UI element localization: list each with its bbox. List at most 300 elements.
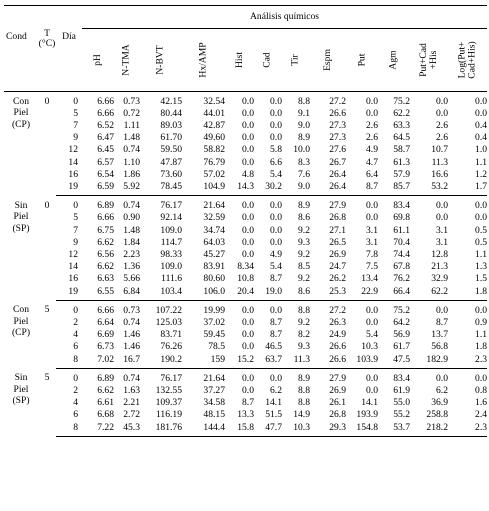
value-cell: 75.2 xyxy=(393,95,410,107)
value-cell: 8.7 xyxy=(242,397,254,409)
value-cell: 4.9 xyxy=(366,144,378,156)
value-cell: 0.0 xyxy=(366,316,378,328)
value-cell: 0.4 xyxy=(475,132,488,144)
value-cell: 109.0 xyxy=(160,224,182,236)
value-cell: 6.54 xyxy=(97,168,114,180)
value-cell: 144.4 xyxy=(182,422,225,437)
value-cell: 0.0 xyxy=(242,341,254,353)
value-cell: 1.84 xyxy=(123,236,140,248)
header-rotated-box xyxy=(120,31,134,89)
table-row xyxy=(4,132,487,144)
value-cell: 0.9 xyxy=(475,316,488,328)
header-label-line: pH xyxy=(91,53,103,66)
value-cell: 5.92 xyxy=(114,181,140,196)
cond-label-line: Sin xyxy=(14,372,28,384)
value-cell: 0.0 xyxy=(242,236,254,248)
value-cell: 0.0 xyxy=(242,156,254,168)
value-cell: 8.9 xyxy=(298,372,310,384)
value-cell: 8.5 xyxy=(298,261,310,273)
value-cell: 6.4 xyxy=(366,168,378,180)
dia-cell: 8 xyxy=(56,354,82,369)
value-cell: 6.73 xyxy=(97,341,114,353)
value-cell: 6.84 xyxy=(114,286,140,301)
value-cell: 4.9 xyxy=(270,248,282,260)
table-row xyxy=(4,354,487,369)
header-rotated-box xyxy=(289,31,303,89)
table-row xyxy=(4,212,487,224)
header-label-line: Cad+His) xyxy=(466,41,478,79)
value-cell: 8.8 xyxy=(298,397,310,409)
header-label-line: Cad xyxy=(262,52,273,68)
value-cell: 109.0 xyxy=(160,261,182,273)
cond-label-line: (SP) xyxy=(12,395,30,407)
value-cell: 0.0 xyxy=(436,212,448,224)
header-label-line: Hx/AMP xyxy=(197,42,209,78)
value-cell: 3.1 xyxy=(366,224,378,236)
value-cell: 21.64 xyxy=(203,372,225,384)
value-cell: 6.45 xyxy=(97,144,114,156)
header-col-cad xyxy=(254,29,282,92)
value-cell: 5.4 xyxy=(366,329,378,341)
header-rotated-box xyxy=(456,31,478,89)
table-row xyxy=(4,91,487,108)
value-cell: 0.0 xyxy=(242,304,254,316)
value-cell: 9.2 xyxy=(298,316,310,328)
header-rotated-label xyxy=(389,50,399,69)
value-cell: 92.14 xyxy=(160,212,182,224)
value-cell: 59.50 xyxy=(160,144,182,156)
value-cell: 0.0 xyxy=(242,200,254,212)
value-cell: 26.6 xyxy=(310,354,346,369)
value-cell: 8.6 xyxy=(298,212,310,224)
value-cell: 56.8 xyxy=(431,341,448,353)
value-cell: 11.3 xyxy=(282,354,310,369)
table-row xyxy=(4,286,487,301)
dia-cell: 8 xyxy=(56,422,82,437)
table-row xyxy=(4,397,487,409)
value-cell: 181.76 xyxy=(140,422,182,437)
value-cell: 0.0 xyxy=(436,372,448,384)
table-row xyxy=(4,249,487,261)
value-cell: 8.8 xyxy=(298,95,310,107)
value-cell: 24.9 xyxy=(329,329,346,341)
value-cell: 0.0 xyxy=(270,372,282,384)
header-rotated-label xyxy=(263,52,273,67)
value-cell: 0.0 xyxy=(366,212,378,224)
cond-label-line: (SP) xyxy=(12,222,30,234)
value-cell: 6.66 xyxy=(97,212,114,224)
value-cell: 0.8 xyxy=(475,384,488,396)
value-cell: 107.22 xyxy=(155,304,182,316)
value-cell: 5.66 xyxy=(123,273,140,285)
value-cell: 10.3 xyxy=(361,341,378,353)
header-col-hist xyxy=(225,29,254,92)
header-rotated-label xyxy=(419,43,439,77)
value-cell: 154.8 xyxy=(346,422,378,437)
value-cell: 1.5 xyxy=(475,273,488,285)
value-cell: 0.0 xyxy=(270,119,282,131)
dia-cell: 12 xyxy=(68,144,78,156)
value-cell: 3.1 xyxy=(436,224,448,236)
value-cell: 0.0 xyxy=(270,95,282,107)
value-cell: 49.60 xyxy=(203,132,225,144)
value-cell: 73.60 xyxy=(160,168,182,180)
value-cell: 8.7 xyxy=(270,273,282,285)
value-cell: 2.6 xyxy=(366,119,378,131)
header-rotated-box xyxy=(233,31,247,89)
value-cell: 6.2 xyxy=(270,384,282,396)
value-cell: 46.5 xyxy=(265,341,282,353)
value-cell: 59.45 xyxy=(203,329,225,341)
value-cell: 83.71 xyxy=(160,329,182,341)
value-cell: 20.4 xyxy=(225,286,254,301)
value-cell: 0.0 xyxy=(270,224,282,236)
value-cell: 15.2 xyxy=(225,354,254,369)
value-cell: 6.69 xyxy=(97,329,114,341)
value-cell: 36.9 xyxy=(431,397,448,409)
value-cell: 0.72 xyxy=(123,107,140,119)
value-cell: 6.57 xyxy=(97,156,114,168)
value-cell: 32.59 xyxy=(203,212,225,224)
value-cell: 8.8 xyxy=(298,384,310,396)
value-cell: 0.0 xyxy=(475,372,488,384)
value-cell: 0.0 xyxy=(366,384,378,396)
value-cell: 190.2 xyxy=(140,354,182,369)
value-cell: 10.0 xyxy=(293,144,310,156)
value-cell: 258.8 xyxy=(426,409,448,421)
value-cell: 61.7 xyxy=(393,341,410,353)
value-cell: 2.6 xyxy=(436,132,448,144)
table-row xyxy=(4,196,487,213)
value-cell: 6.6 xyxy=(270,156,282,168)
value-cell: 0.0 xyxy=(242,107,254,119)
value-cell: 1.48 xyxy=(123,132,140,144)
table-row xyxy=(4,422,487,437)
value-cell: 26.2 xyxy=(329,273,346,285)
value-cell: 193.9 xyxy=(356,409,378,421)
value-cell: 0.0 xyxy=(242,224,254,236)
value-cell: 9.3 xyxy=(298,236,310,248)
header-label-line: N-BVT xyxy=(155,45,166,75)
value-cell: 3.1 xyxy=(366,236,378,248)
header-col-log-put-cad-his- xyxy=(448,29,487,92)
value-cell: 22.9 xyxy=(346,286,378,301)
value-cell: 58.82 xyxy=(203,144,225,156)
header-col-n-tma xyxy=(114,29,140,92)
value-cell: 0.0 xyxy=(475,95,488,107)
dia-cell: 0 xyxy=(73,95,78,107)
value-cell: 80.60 xyxy=(203,273,225,285)
value-cell: 0.0 xyxy=(242,384,254,396)
value-cell: 6.2 xyxy=(436,384,448,396)
table-header xyxy=(4,6,487,92)
dia-cell: 19 xyxy=(56,181,82,196)
value-cell: 19.0 xyxy=(254,286,282,301)
value-cell: 7.8 xyxy=(366,248,378,260)
value-cell: 9.3 xyxy=(298,341,310,353)
value-cell: 26.5 xyxy=(329,236,346,248)
value-cell: 27.9 xyxy=(329,200,346,212)
value-cell: 8.8 xyxy=(298,304,310,316)
value-cell: 85.7 xyxy=(378,181,410,196)
value-cell: 0.0 xyxy=(242,119,254,131)
table-row xyxy=(4,300,487,317)
value-cell: 10.8 xyxy=(237,273,254,285)
header-rotated-label xyxy=(93,54,103,66)
value-cell: 7.5 xyxy=(366,261,378,273)
value-cell: 0.0 xyxy=(436,95,448,107)
value-cell: 1.1 xyxy=(475,329,488,341)
value-cell: 45.27 xyxy=(203,248,225,260)
header-rotated-label xyxy=(122,44,132,75)
value-cell: 2.6 xyxy=(366,132,378,144)
dia-cell: 5 xyxy=(73,212,78,224)
dia-cell: 19 xyxy=(56,286,82,301)
temp-cell: 0 xyxy=(44,199,50,211)
header-col-espm xyxy=(310,29,346,92)
value-cell: 61.70 xyxy=(160,132,182,144)
header-temp-unit: (°C) xyxy=(38,37,56,49)
value-cell: 63.3 xyxy=(393,119,410,131)
value-cell: 2.4 xyxy=(475,409,488,421)
value-cell: 83.4 xyxy=(393,200,410,212)
value-cell: 34.74 xyxy=(203,224,225,236)
value-cell: 103.9 xyxy=(346,354,378,369)
value-cell: 132.55 xyxy=(155,384,182,396)
value-cell: 76.17 xyxy=(160,200,182,212)
value-cell: 0.0 xyxy=(475,212,488,224)
header-rotated-label xyxy=(199,42,209,77)
header-rotated-box xyxy=(197,31,211,89)
header-col-put-cad-his xyxy=(410,29,448,92)
dia-cell: 7 xyxy=(73,224,78,236)
value-cell: 55.0 xyxy=(393,397,410,409)
header-label-line: Agm xyxy=(388,50,399,70)
value-cell: 26.9 xyxy=(329,384,346,396)
value-cell: 109.37 xyxy=(155,397,182,409)
value-cell: 5.4 xyxy=(270,261,282,273)
value-cell: 1.11 xyxy=(123,119,140,131)
value-cell: 0.0 xyxy=(242,132,254,144)
value-cell: 57.02 xyxy=(203,168,225,180)
value-cell: 116.19 xyxy=(155,409,182,421)
value-cell: 14.1 xyxy=(265,397,282,409)
value-cell: 26.1 xyxy=(329,397,346,409)
value-cell: 7.02 xyxy=(82,354,114,369)
value-cell: 26.6 xyxy=(329,341,346,353)
dia-cell: 5 xyxy=(73,107,78,119)
value-cell: 1.10 xyxy=(123,156,140,168)
value-cell: 103.4 xyxy=(140,286,182,301)
value-cell: 8.3 xyxy=(298,156,310,168)
header-rotated-box xyxy=(355,31,369,89)
table-row xyxy=(4,273,487,285)
dia-cell: 0 xyxy=(73,372,78,384)
cond-cell xyxy=(4,196,38,301)
value-cell: 9.0 xyxy=(282,181,310,196)
header-label-line: Hist xyxy=(233,51,245,68)
value-cell: 5.4 xyxy=(270,168,282,180)
value-cell: 104.9 xyxy=(182,181,225,196)
value-cell: 4.8 xyxy=(242,168,254,180)
value-cell: 1.1 xyxy=(475,248,488,260)
value-cell: 78.5 xyxy=(208,341,225,353)
value-cell: 0.0 xyxy=(436,107,448,119)
value-cell: 0.0 xyxy=(475,304,488,316)
value-cell: 106.0 xyxy=(182,286,225,301)
value-cell: 0.0 xyxy=(242,212,254,224)
header-label-line: Put xyxy=(356,53,367,67)
value-cell: 16.7 xyxy=(114,354,140,369)
value-cell: 1.3 xyxy=(475,261,488,273)
value-cell: 6.75 xyxy=(97,224,114,236)
table-row xyxy=(4,181,487,196)
value-cell: 0.0 xyxy=(270,107,282,119)
value-cell: 26.9 xyxy=(329,248,346,260)
value-cell: 61.3 xyxy=(393,156,410,168)
temp-cell: 5 xyxy=(44,372,50,384)
value-cell: 30.2 xyxy=(254,181,282,196)
value-cell: 14.3 xyxy=(225,181,254,196)
value-cell: 0.0 xyxy=(366,304,378,316)
table-row xyxy=(4,169,487,181)
cond-label-line: Sin xyxy=(14,199,28,211)
value-cell: 2.3 xyxy=(448,354,487,369)
value-cell: 53.2 xyxy=(410,181,448,196)
value-cell: 62.2 xyxy=(410,286,448,301)
value-cell: 9.2 xyxy=(298,248,310,260)
value-cell: 2.23 xyxy=(123,248,140,260)
value-cell: 0.73 xyxy=(123,95,140,107)
value-cell: 8.7 xyxy=(270,316,282,328)
header-col-ph xyxy=(82,29,114,92)
value-cell: 0.0 xyxy=(270,132,282,144)
value-cell: 2.6 xyxy=(436,119,448,131)
value-cell: 2.3 xyxy=(448,422,487,437)
header-col-agm xyxy=(378,29,410,92)
value-cell: 1.6 xyxy=(475,397,488,409)
value-cell: 21.64 xyxy=(203,200,225,212)
dia-cell: 2 xyxy=(73,384,78,396)
value-cell: 0.90 xyxy=(123,212,140,224)
value-cell: 0.74 xyxy=(123,372,140,384)
value-cell: 63.7 xyxy=(254,354,282,369)
value-cell: 3.1 xyxy=(436,236,448,248)
temp-cell: 5 xyxy=(44,304,50,316)
value-cell: 67.8 xyxy=(393,261,410,273)
value-cell: 27.6 xyxy=(329,144,346,156)
header-rotated-label xyxy=(458,41,478,78)
value-cell: 1.8 xyxy=(475,341,488,353)
value-cell: 8.9 xyxy=(298,200,310,212)
value-cell: 98.33 xyxy=(160,248,182,260)
value-cell: 64.5 xyxy=(393,132,410,144)
value-cell: 26.8 xyxy=(329,212,346,224)
value-cell: 34.58 xyxy=(203,397,225,409)
value-cell: 76.79 xyxy=(203,156,225,168)
value-cell: 111.6 xyxy=(161,273,182,285)
cond-cell xyxy=(4,300,38,368)
value-cell: 6.59 xyxy=(82,181,114,196)
value-cell: 13.4 xyxy=(361,273,378,285)
dia-cell: 0 xyxy=(73,200,78,212)
value-cell: 0.5 xyxy=(475,236,488,248)
value-cell: 61.9 xyxy=(393,384,410,396)
value-cell: 6.61 xyxy=(97,397,114,409)
value-cell: 64.2 xyxy=(393,316,410,328)
value-cell: 66.4 xyxy=(378,286,410,301)
dia-cell: 9 xyxy=(73,132,78,144)
value-cell: 1.46 xyxy=(123,329,140,341)
cond-label-line: (CP) xyxy=(11,327,31,339)
value-cell: 6.66 xyxy=(97,107,114,119)
cond-label-line: Con xyxy=(13,304,29,316)
cond-label-line: Con xyxy=(13,95,29,107)
table-row xyxy=(4,385,487,397)
value-cell: 58.7 xyxy=(393,144,410,156)
table-row xyxy=(4,108,487,120)
value-cell: 1.36 xyxy=(123,261,140,273)
table-row xyxy=(4,409,487,421)
table-row xyxy=(4,225,487,237)
value-cell: 9.2 xyxy=(298,224,310,236)
value-cell: 6.62 xyxy=(97,261,114,273)
value-cell: 0.74 xyxy=(123,144,140,156)
header-col-put xyxy=(346,29,378,92)
value-cell: 182.9 xyxy=(410,354,448,369)
value-cell: 6.89 xyxy=(97,200,114,212)
value-cell: 89.03 xyxy=(160,119,182,131)
value-cell: 0.0 xyxy=(270,304,282,316)
value-cell: 61.1 xyxy=(393,224,410,236)
value-cell: 0.0 xyxy=(366,372,378,384)
temp-cell: 0 xyxy=(44,95,50,107)
value-cell: 0.5 xyxy=(475,224,488,236)
value-cell: 6.63 xyxy=(97,273,114,285)
value-cell: 74.4 xyxy=(393,248,410,260)
dia-cell: 16 xyxy=(68,273,78,285)
value-cell: 76.2 xyxy=(393,273,410,285)
value-cell: 8.9 xyxy=(298,132,310,144)
header-rotated-box xyxy=(387,31,401,89)
cond-label-line: Piel xyxy=(13,107,29,118)
value-cell: 0.0 xyxy=(436,304,448,316)
value-cell: 4.7 xyxy=(366,156,378,168)
value-cell: 0.0 xyxy=(270,200,282,212)
value-cell: 45.3 xyxy=(114,422,140,437)
value-cell: 55.2 xyxy=(393,409,410,421)
value-cell: 1.1 xyxy=(475,156,488,168)
table-row xyxy=(4,144,487,156)
value-cell: 1.63 xyxy=(123,384,140,396)
value-cell: 27.1 xyxy=(329,224,346,236)
value-cell: 27.3 xyxy=(329,119,346,131)
header-rotated-box xyxy=(91,31,105,89)
dia-cell: 14 xyxy=(68,261,78,273)
value-cell: 9.1 xyxy=(298,107,310,119)
header-col-tir xyxy=(282,29,310,92)
dia-cell: 16 xyxy=(68,168,78,180)
value-cell: 6.56 xyxy=(97,248,114,260)
value-cell: 10.7 xyxy=(431,144,448,156)
value-cell: 6.68 xyxy=(97,409,114,421)
value-cell: 16.6 xyxy=(431,168,448,180)
value-cell: 25.3 xyxy=(310,286,346,301)
value-cell: 27.2 xyxy=(329,95,346,107)
value-cell: 75.2 xyxy=(393,304,410,316)
value-cell: 13.3 xyxy=(237,409,254,421)
value-cell: 37.27 xyxy=(203,384,225,396)
